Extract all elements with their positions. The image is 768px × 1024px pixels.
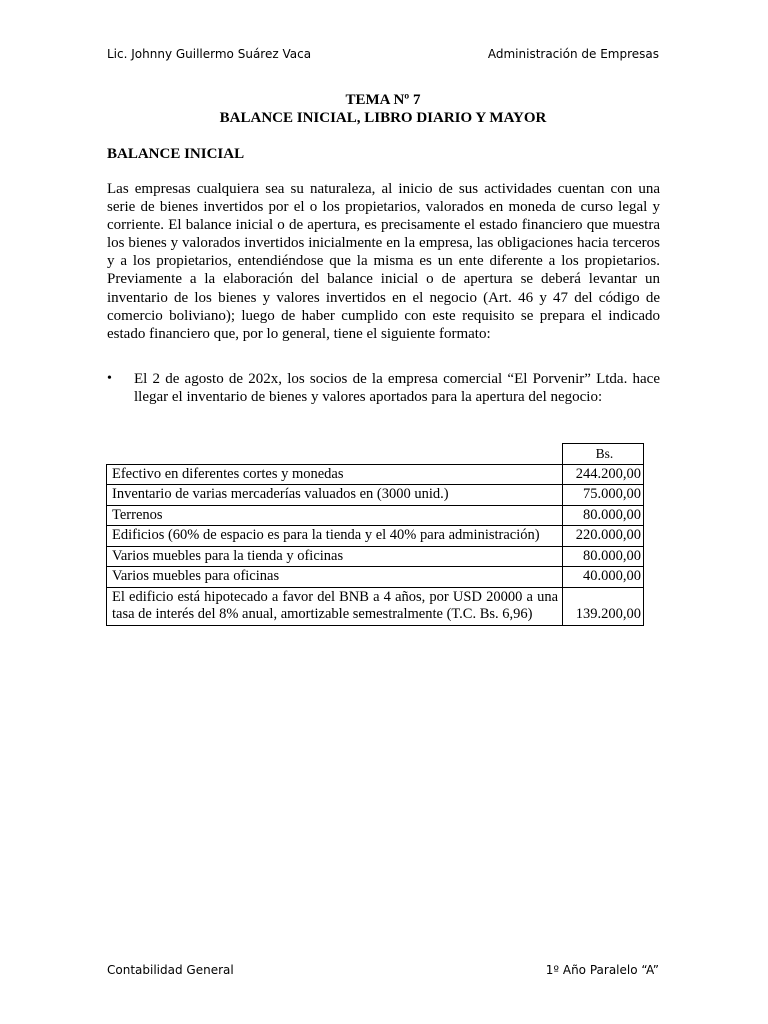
row-amount: 139.200,00 xyxy=(563,587,644,625)
table-row xyxy=(107,464,644,485)
row-amount: 244.200,00 xyxy=(563,464,644,485)
document-title: BALANCE INICIAL, LIBRO DIARIO Y MAYOR xyxy=(219,110,547,126)
row-description: Efectivo en diferentes cortes y monedas xyxy=(107,464,563,485)
intro-paragraph: Las empresas cualquiera sea su naturaleza, al inicio de sus actividades cuentan con una serie de bienes invertidos por el o los propietarios, valorados en moneda de curso legal y corriente. El balance inicial o de apertura, es precisamente el estado financiero que muestra los bienes y valorados invertidos inicialmente en la empresa, las obligaciones hacia terceros y a los propietarios, entendiéndose que la misma es un ente diferente a los propietarios. Previamente a la elaboración del balance inicial o de apertura se deberá levantar un inventario de los bienes y valores invertidos en el negocio (Art. 46 y 47 del código de comercio boliviano); luego de haber cumplido con este requisito se prepara el indicado estado financiero que, por lo general, tiene el siguiente formato: xyxy=(107,181,660,342)
table-header-row xyxy=(107,444,644,465)
row-amount: 80.000,00 xyxy=(563,546,644,567)
section-heading: BALANCE INICIAL xyxy=(107,146,245,162)
row-amount: 75.000,00 xyxy=(563,485,644,506)
row-description: Terrenos xyxy=(107,505,563,526)
table-row xyxy=(107,587,644,625)
table-row xyxy=(107,505,644,526)
table-row xyxy=(107,526,644,547)
bullet-text: El 2 de agosto de 202x, los socios de la empresa comercial “El Porvenir” Ltda. hace llegar el inventario de bienes y valores aportados para la apertura del negocio: xyxy=(134,371,660,405)
header-subject: Administración de Empresas xyxy=(487,47,659,61)
bullet-item xyxy=(107,370,660,406)
table-header-blank xyxy=(107,444,563,465)
currency-header: Bs. xyxy=(563,444,644,465)
bullet-icon: • xyxy=(107,371,112,386)
document-title-topic: TEMA Nº 7 xyxy=(345,92,421,108)
table-row xyxy=(107,546,644,567)
footer-group: 1º Año Paralelo “A” xyxy=(545,963,659,977)
row-description: El edificio está hipotecado a favor del BNB a 4 años, por USD 20000 a una tasa de interés del 8% anual, amortizable semestralmente (T.C. Bs. 6,96) xyxy=(107,587,563,625)
page-footer xyxy=(107,963,659,977)
table-row xyxy=(107,485,644,506)
row-description: Varios muebles para la tienda y oficinas xyxy=(107,546,563,567)
row-description: Edificios (60% de espacio es para la tienda y el 40% para administración) xyxy=(107,526,563,547)
row-description: Inventario de varias mercaderías valuados en (3000 unid.) xyxy=(107,485,563,506)
header-author: Lic. Johnny Guillermo Suárez Vaca xyxy=(107,47,312,61)
inventory-table xyxy=(106,443,644,626)
row-amount: 40.000,00 xyxy=(563,567,644,588)
row-amount: 220.000,00 xyxy=(563,526,644,547)
footer-course: Contabilidad General xyxy=(107,963,234,977)
page-header xyxy=(107,47,659,61)
row-amount: 80.000,00 xyxy=(563,505,644,526)
row-description: Varios muebles para oficinas xyxy=(107,567,563,588)
table-row xyxy=(107,567,644,588)
